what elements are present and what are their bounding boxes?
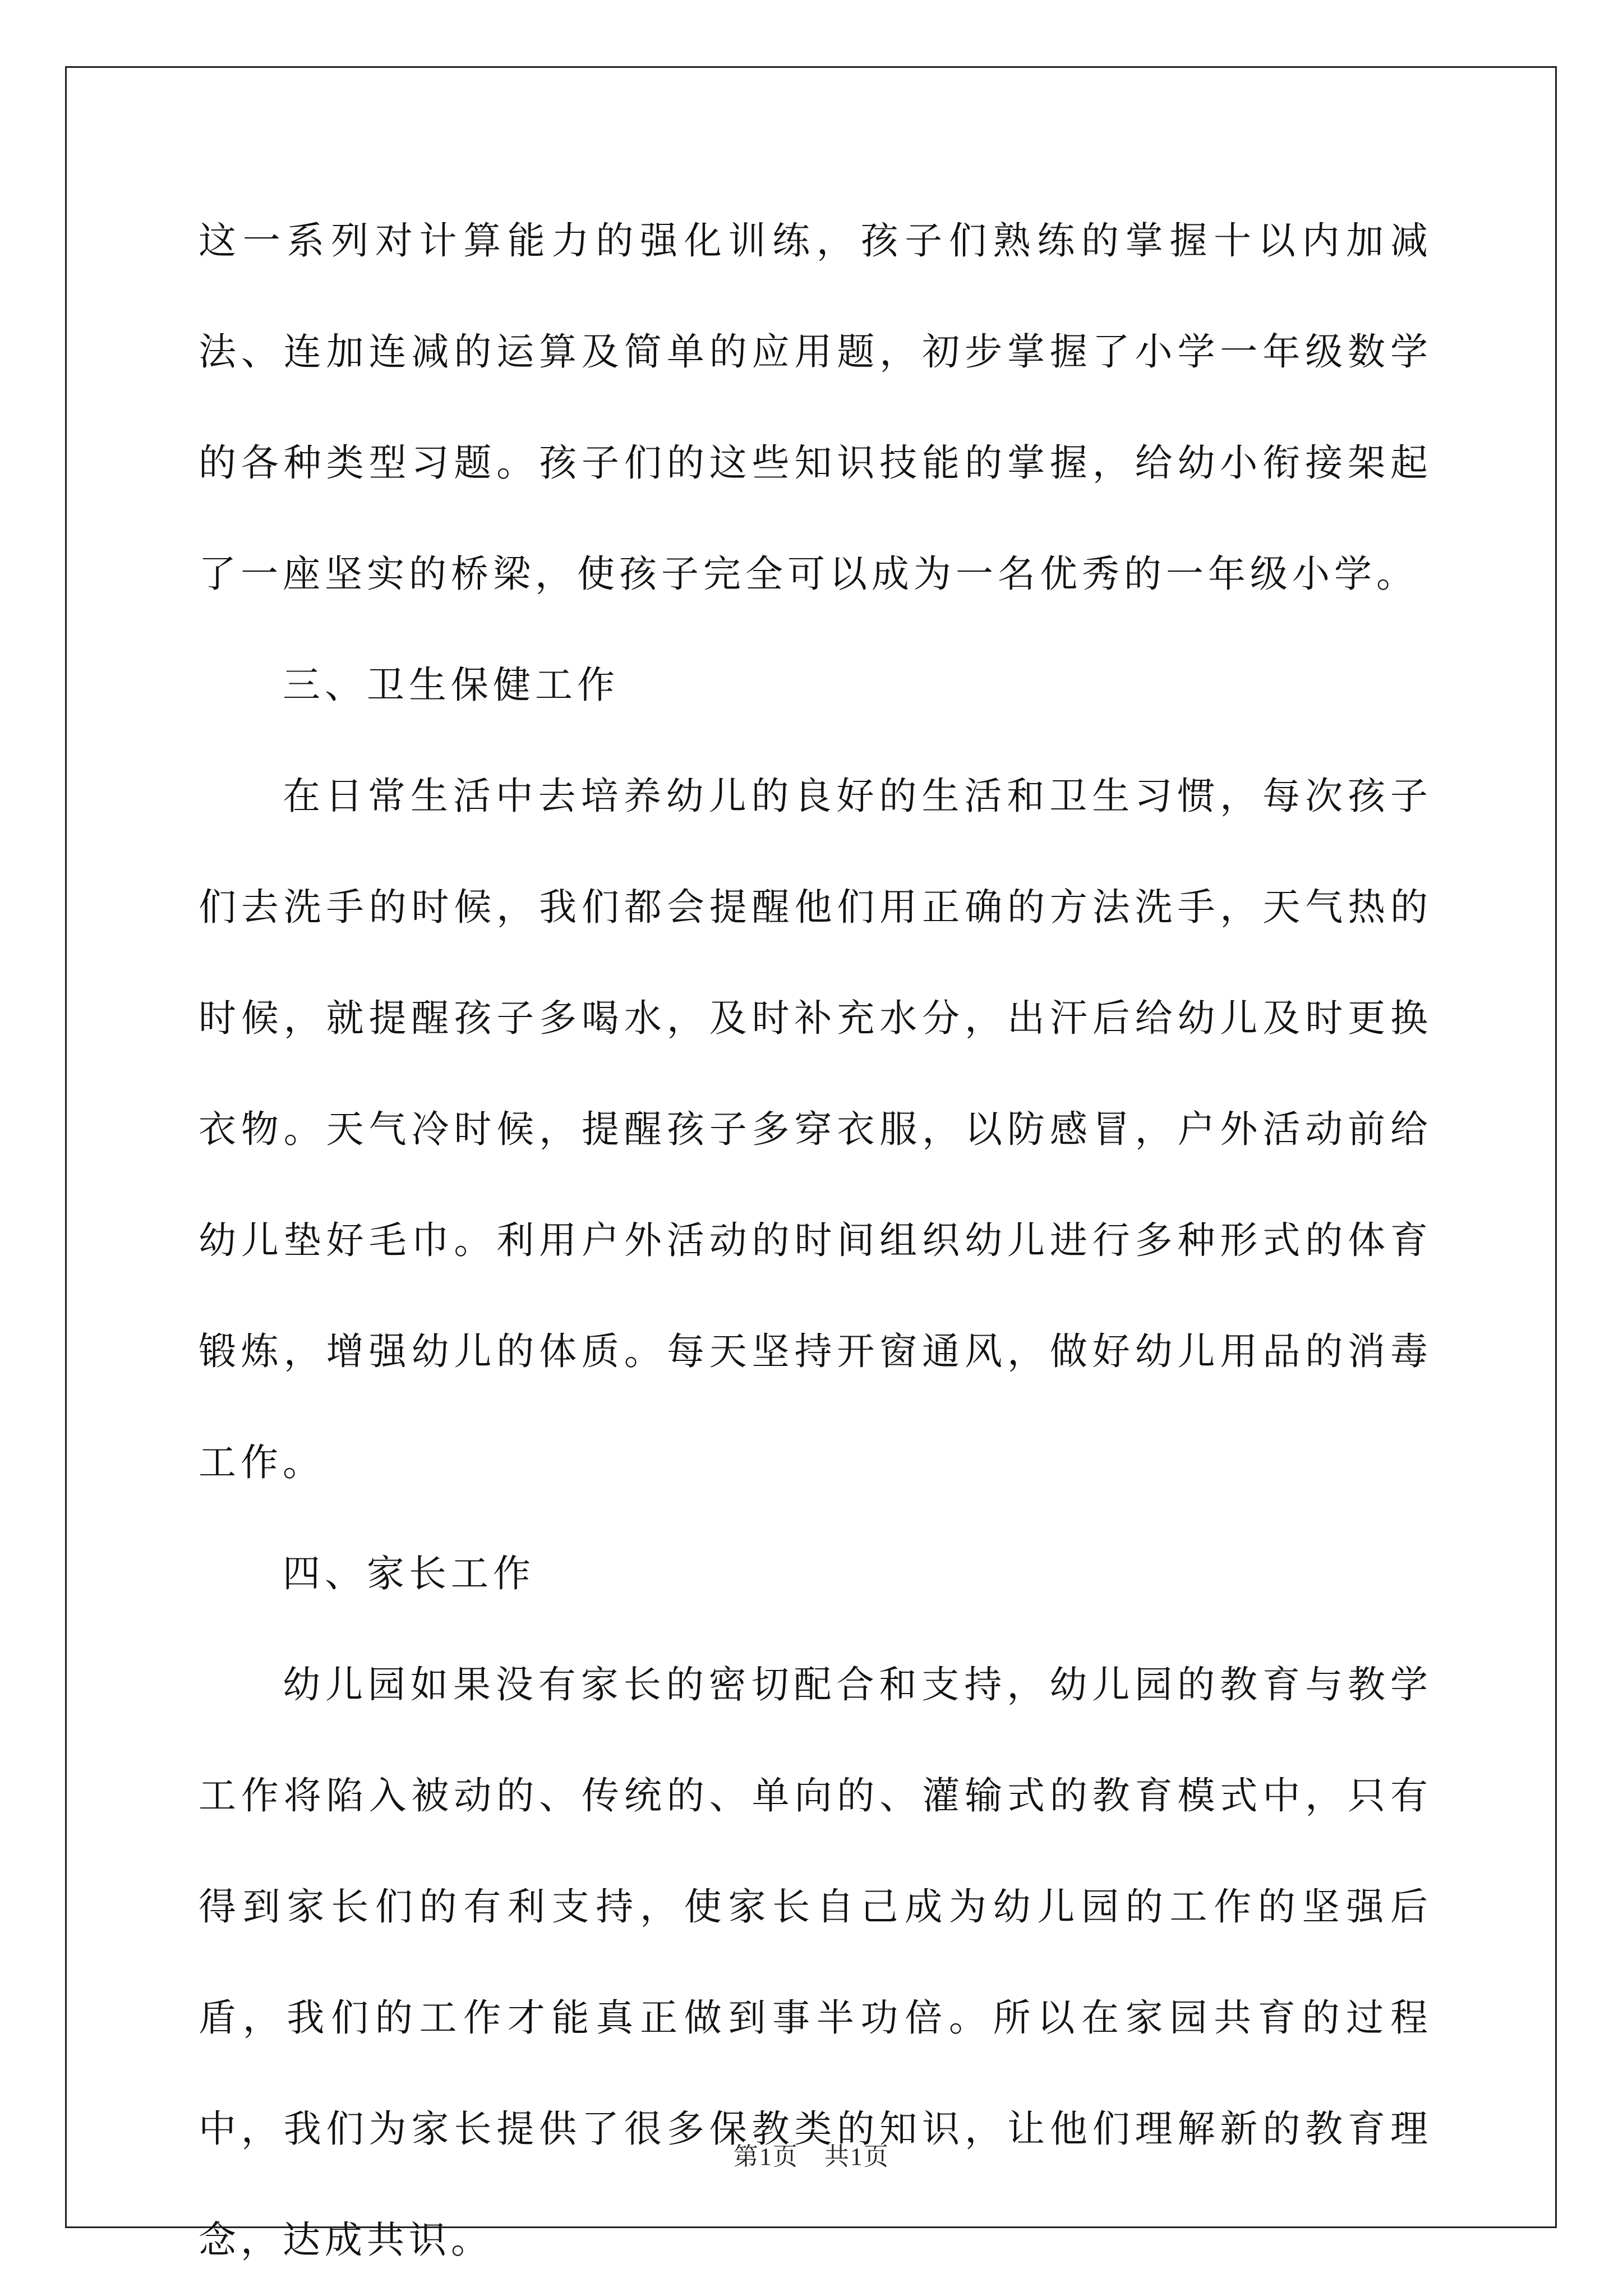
- paragraph-parent-cooperation: 幼儿园如果没有家长的密切配合和支持，幼儿园的教育与教学工作将陷入被动的、传统的、单向的、灌输式的教育模式中，只有得到家长们的有利支持，使家长自己成为幼儿园的工作的坚强后盾，我们的工作才能真正做到事半功倍。所以在家园共育的过程中，我们为家长提供了很多保教类的知识，让他们理解新的教育理念，达成共识。: [199, 1663, 1432, 2262]
- page-number-footer: 第1页 共1页: [734, 2143, 889, 2170]
- heading-health-care: 三、卫生保健工作: [283, 663, 619, 707]
- heading-parent-work: 四、家长工作: [283, 1552, 535, 1595]
- paragraph-health-habits: 在日常生活中去培养幼儿的良好的生活和卫生习惯，每次孩子们去洗手的时候，我们都会提醒他们用正确的方法洗手，天气热的时候，就提醒孩子多喝水，及时补充水分，出汗后给幼儿及时更换衣物。天气冷时候，提醒孩子多穿衣服，以防感冒，户外活动前给幼儿垫好毛巾。利用户外活动的时间组织幼儿进行多种形式的体育锻炼，增强幼儿的体质。每天坚持开窗通风，做好幼儿用品的消毒工作。: [199, 774, 1432, 1484]
- paragraph-arithmetic-training: 这一系列对计算能力的强化训练，孩子们熟练的掌握十以内加减法、连加连减的运算及简单的应用题，初步掌握了小学一年级数学的各种类型习题。孩子们的这些知识技能的掌握，给幼小衔接架起了一座坚实的桥梁，使孩子完全可以成为一名优秀的一年级小学。: [199, 219, 1432, 596]
- document-body: [199, 185, 1432, 2295]
